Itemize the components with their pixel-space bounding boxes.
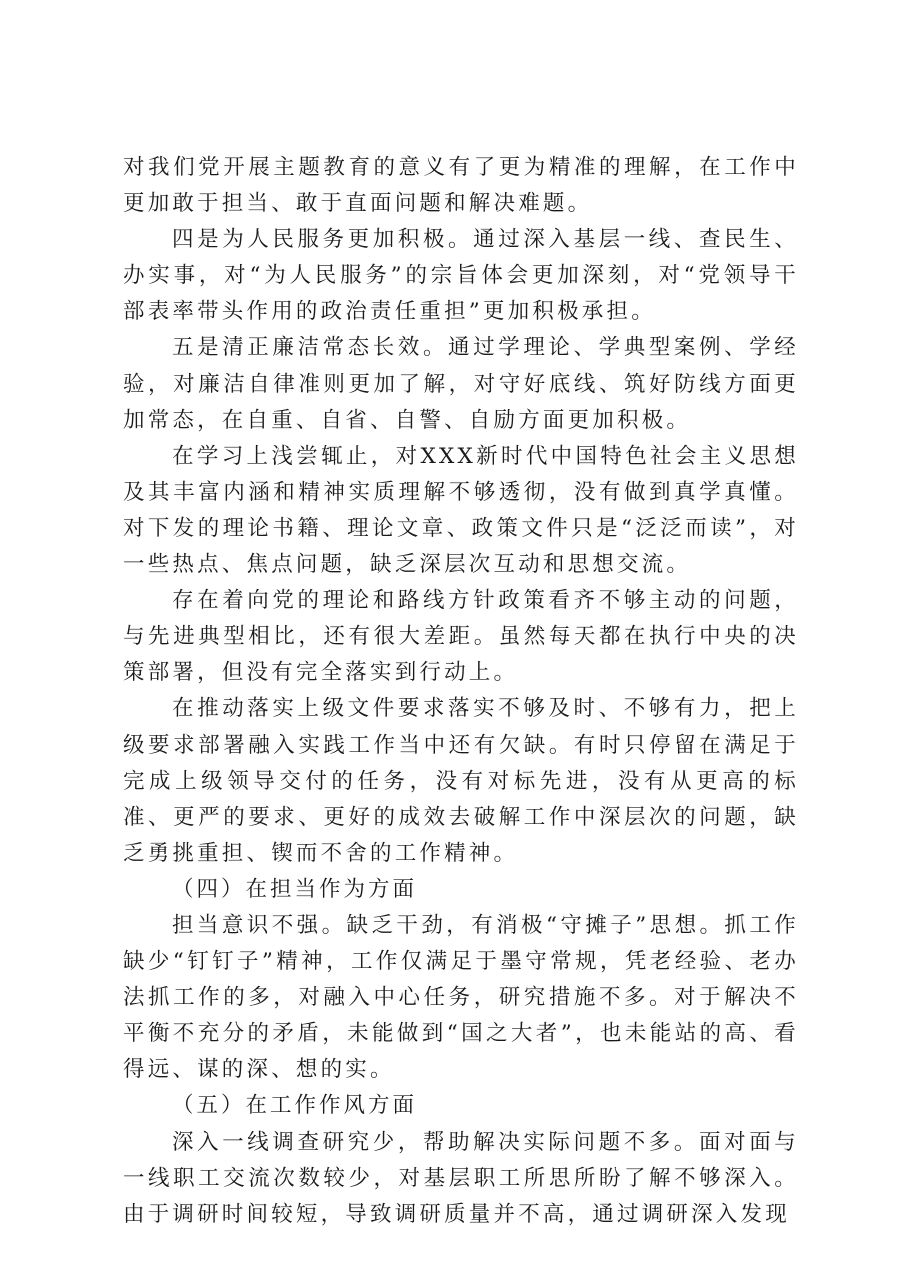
paragraph-continued: 对我们党开展主题教育的意义有了更为精准的理解，在工作中更加敢于担当、敢于直面问题和解决难题。 (123, 155, 799, 217)
paragraph-implementation-shortcomings: 在推动落实上级文件要求落实不够及时、不够有力，把上级要求部署融入实践工作当中还有欠缺。有时只停留在满足于完成上级领导交付的任务，没有对标先进，没有从更高的标准、更严的要求、更好的成效去破解工作中深层次的问题，缺乏勇挑重担、锲而不舍的工作精神。 (123, 696, 799, 866)
paragraph-work-style: 深入一线调查研究少，帮助解决实际问题不多。面对面与一线职工交流次数较少，对基层职工所思所盼了解不够深入。由于调研时间较短，导致调研质量并不高，通过调研深入发现 (123, 1129, 799, 1227)
document-body (123, 150, 799, 1233)
paragraph-study-shortcomings: 在学习上浅尝辄止，对XXX新时代中国特色社会主义思想及其丰富内涵和精神实质理解不够透彻，没有做到真学真懂。对下发的理论书籍、理论文章、政策文件只是“泛泛而读”，对一些热点、焦点问题，缺乏深层次互动和思想交流。 (123, 443, 799, 578)
paragraph-integrity: 五是清正廉洁常态长效。通过学理论、学典型案例、学经验，对廉洁自律准则更加了解，对守好底线、筑好防线方面更加常态，在自重、自省、自警、自励方面更加积极。 (123, 335, 799, 433)
section-heading-work-style: （五）在工作作风方面 (172, 1093, 418, 1119)
section-heading-responsibility: （四）在担当作为方面 (172, 876, 418, 902)
paragraph-responsibility: 担当意识不强。缺乏干劲，有消极“守摊子”思想。抓工作缺少“钉钉子”精神，工作仅满足于墨守常规，凭老经验、老办法抓工作的多，对融入中心任务，研究措施不多。对于解决不平衡不充分的矛盾，未能做到“国之大者”，也未能站的高、看得远、谋的深、想的实。 (123, 912, 799, 1083)
paragraph-alignment-shortcomings: 存在着向党的理论和路线方针政策看齐不够主动的问题，与先进典型相比，还有很大差距。虽然每天都在执行中央的决策部署，但没有完全落实到行动上。 (123, 588, 799, 686)
paragraph-service-to-people: 四是为人民服务更加积极。通过深入基层一线、查民生、办实事，对“为人民服务”的宗旨体会更加深刻，对“党领导干部表率带头作用的政治责任重担”更加积极承担。 (123, 227, 799, 325)
